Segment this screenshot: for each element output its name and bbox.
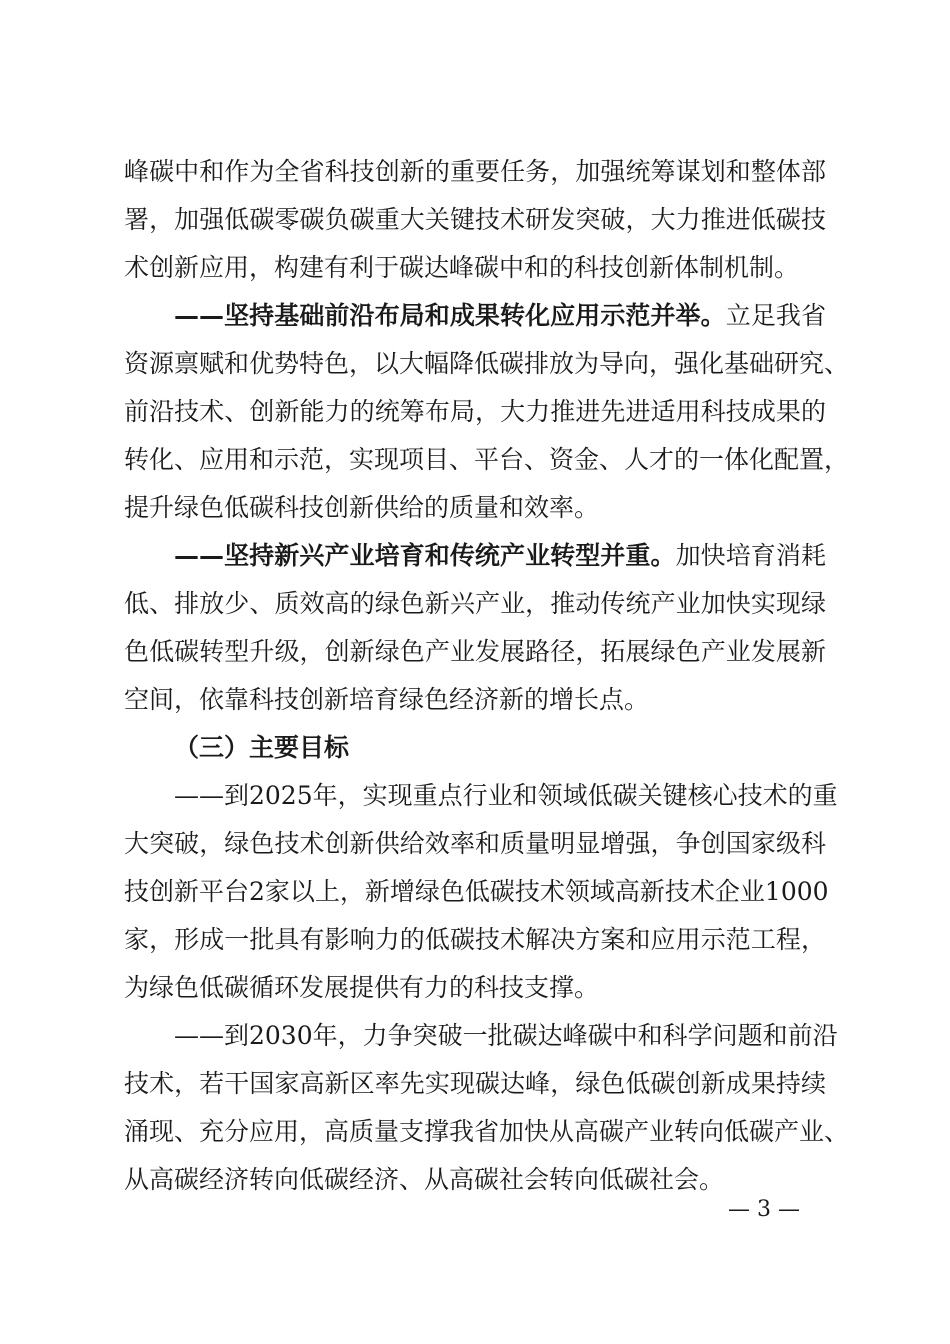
line-text: 大突破，绿色技术创新供给效率和质量明显增强，争创国家级科 xyxy=(124,829,826,858)
line-text: ——到2025年，实现重点行业和领域低碳关键核心技术的重 xyxy=(174,781,838,810)
section-heading-line xyxy=(0,724,950,772)
section-heading: （三）主要目标 xyxy=(174,733,350,762)
body-paragraph-line xyxy=(0,868,950,916)
body-paragraph-line xyxy=(0,244,950,292)
body-paragraph-line xyxy=(0,964,950,1012)
line-text: 涌现、充分应用，高质量支撑我省加快从高碳产业转向低碳产业、 xyxy=(124,1117,850,1146)
body-paragraph-line xyxy=(0,1060,950,1108)
line-text: ——到2030年，力争突破一批碳达峰碳中和科学问题和前沿 xyxy=(174,1021,838,1050)
line-text: 技术，若干国家高新区率先实现碳达峰，绿色低碳创新成果持续 xyxy=(124,1069,826,1098)
line-text: 从高碳经济转向低碳经济、从高碳社会转向低碳社会。 xyxy=(124,1165,725,1194)
body-paragraph-line xyxy=(0,1108,950,1156)
line-text: 峰碳中和作为全省科技创新的重要任务，加强统筹谋划和整体部 xyxy=(124,157,826,186)
line-text: 署，加强低碳零碳负碳重大关键技术研发突破，大力推进低碳技 xyxy=(124,205,826,234)
body-paragraph-line xyxy=(0,196,950,244)
line-text: 家，形成一批具有影响力的低碳技术解决方案和应用示范工程， xyxy=(124,925,826,954)
line-text: 色低碳转型升级，创新绿色产业发展路径，拓展绿色产业发展新 xyxy=(124,637,826,666)
principle-text-start: 加快培育消耗 xyxy=(675,541,826,570)
body-paragraph-line xyxy=(0,484,950,532)
body-paragraph-line xyxy=(0,628,950,676)
principle-heading-line xyxy=(0,292,950,340)
page-number: — 3 — xyxy=(728,1197,800,1222)
target-line xyxy=(0,1012,950,1060)
body-paragraph-line xyxy=(0,916,950,964)
line-text xyxy=(174,532,826,580)
target-line xyxy=(0,772,950,820)
body-paragraph-line xyxy=(0,1156,950,1204)
line-text: 前沿技术、创新能力的统筹布局，大力推进先进适用科技成果的 xyxy=(124,397,826,426)
body-paragraph-line xyxy=(0,340,950,388)
principle-text-start: 立足我省 xyxy=(725,301,826,330)
body-paragraph-line xyxy=(0,580,950,628)
body-paragraph-line xyxy=(0,388,950,436)
line-text: 转化、应用和示范，实现项目、平台、资金、人才的一体化配置， xyxy=(124,445,850,474)
line-text: 为绿色低碳循环发展提供有力的科技支撑。 xyxy=(124,973,600,1002)
body-paragraph-line xyxy=(0,148,950,196)
line-text xyxy=(174,292,826,340)
line-text: 低、排放少、质效高的绿色新兴产业，推动传统产业加快实现绿 xyxy=(124,589,826,618)
body-paragraph-line xyxy=(0,436,950,484)
line-text: 提升绿色低碳科技创新供给的质量和效率。 xyxy=(124,493,600,522)
principle-heading-line xyxy=(0,532,950,580)
line-text: 术创新应用，构建有利于碳达峰碳中和的科技创新体制机制。 xyxy=(124,253,800,282)
body-paragraph-line xyxy=(0,820,950,868)
line-text: 空间，依靠科技创新培育绿色经济新的增长点。 xyxy=(124,685,650,714)
line-text: 资源禀赋和优势特色，以大幅降低碳排放为导向，强化基础研究、 xyxy=(124,349,850,378)
body-paragraph-line xyxy=(0,676,950,724)
line-text: 技创新平台2家以上，新增绿色低碳技术领域高新技术企业1000 xyxy=(124,877,829,906)
principle-heading: ——坚持基础前沿布局和成果转化应用示范并举。 xyxy=(174,301,726,330)
principle-heading: ——坚持新兴产业培育和传统产业转型并重。 xyxy=(174,541,676,570)
